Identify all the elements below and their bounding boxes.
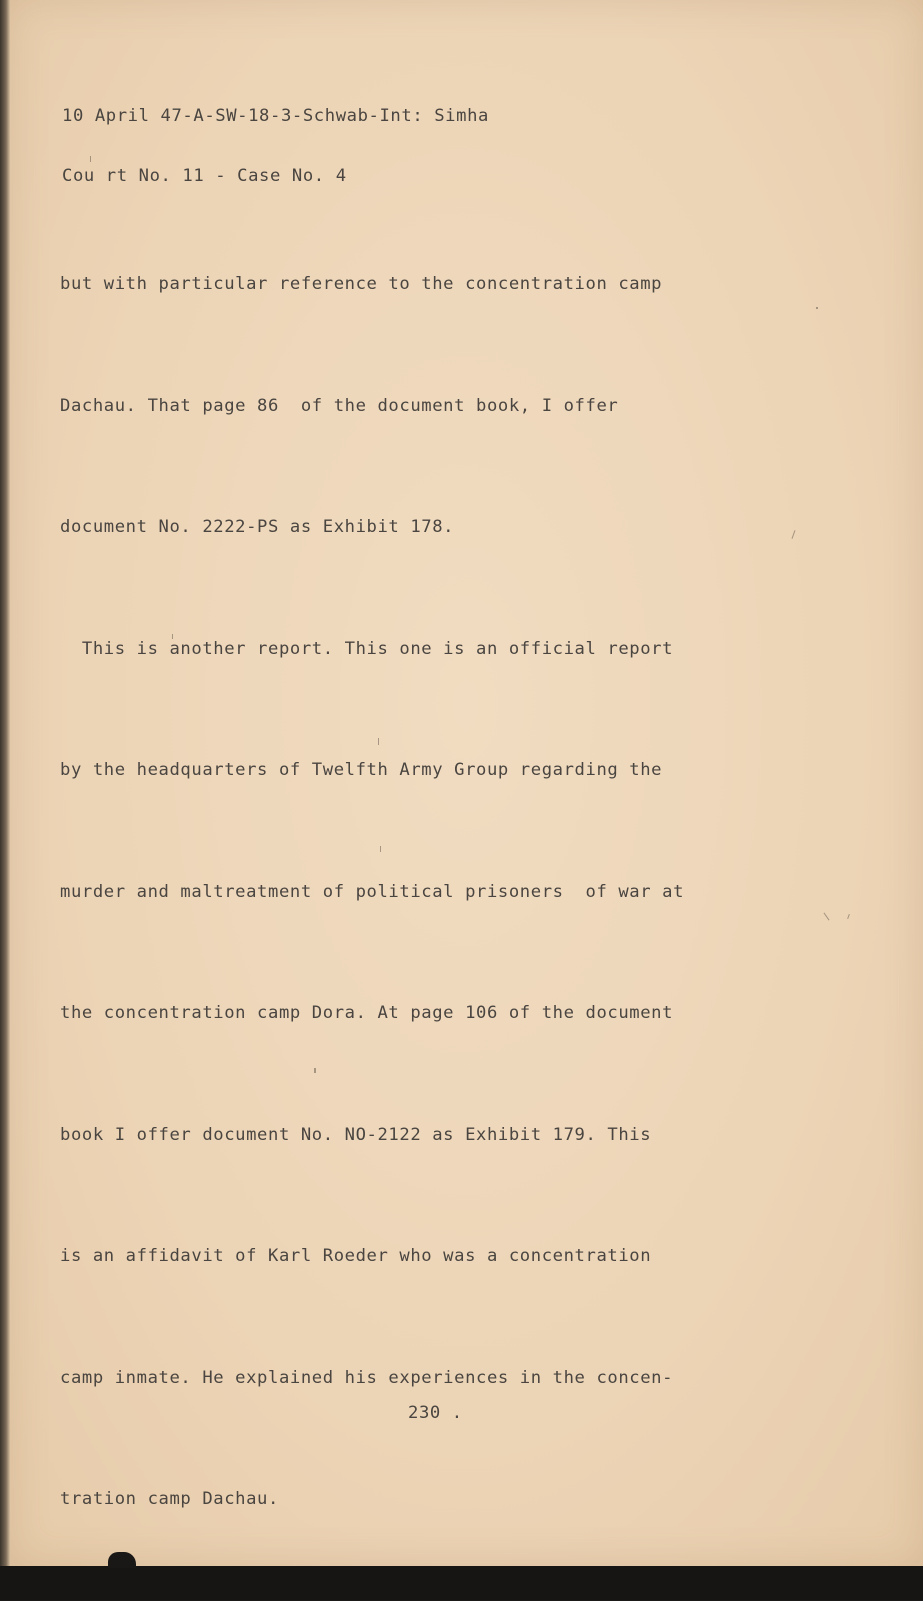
body-line: tration camp Dachau. [60, 1489, 279, 1509]
paper-mark [816, 307, 818, 309]
body-line: is an affidavit of Karl Roeder who was a concentration [60, 1246, 652, 1266]
body-line: Dachau. That page 86 of the document book, I offer [60, 395, 619, 416]
paper-mark [314, 1068, 316, 1073]
body-line: This is another report. This one is an official report [60, 638, 674, 659]
document-page [10, 0, 923, 1566]
paper-mark [378, 738, 379, 745]
header-line-2: Cou rt No. 11 - Case No. 4 [62, 166, 347, 186]
body-line: murder and maltreatment of political prisoners of war at [60, 881, 685, 902]
body-line: document No. 2222-PS as Exhibit 178. [60, 517, 455, 537]
paper-mark [847, 914, 850, 919]
paper-mark [172, 634, 173, 639]
body-line: book I offer document No. NO-2122 as Exhibit 179. This [60, 1124, 652, 1145]
scan-bottom-border [0, 1566, 923, 1600]
body-line: camp inmate. He explained his experiences in the concen- [60, 1367, 674, 1388]
page-number: 230 . [408, 1403, 463, 1423]
scan-corner-shadow [108, 1552, 136, 1568]
paper-mark [824, 913, 830, 921]
paper-mark [90, 156, 91, 162]
body-line: by the headquarters of Twelfth Army Group regarding the [60, 760, 663, 780]
header-line-1: 10 April 47-A-SW-18-3-Schwab-Int: Simha [62, 106, 489, 126]
paper-mark [380, 846, 381, 852]
body-line: but with particular reference to the concentration camp [60, 274, 663, 294]
body-text [60, 183, 684, 1601]
page-left-edge [0, 0, 10, 1600]
body-line: the concentration camp Dora. At page 106 of the document [60, 1003, 674, 1023]
paper-mark [791, 530, 795, 539]
